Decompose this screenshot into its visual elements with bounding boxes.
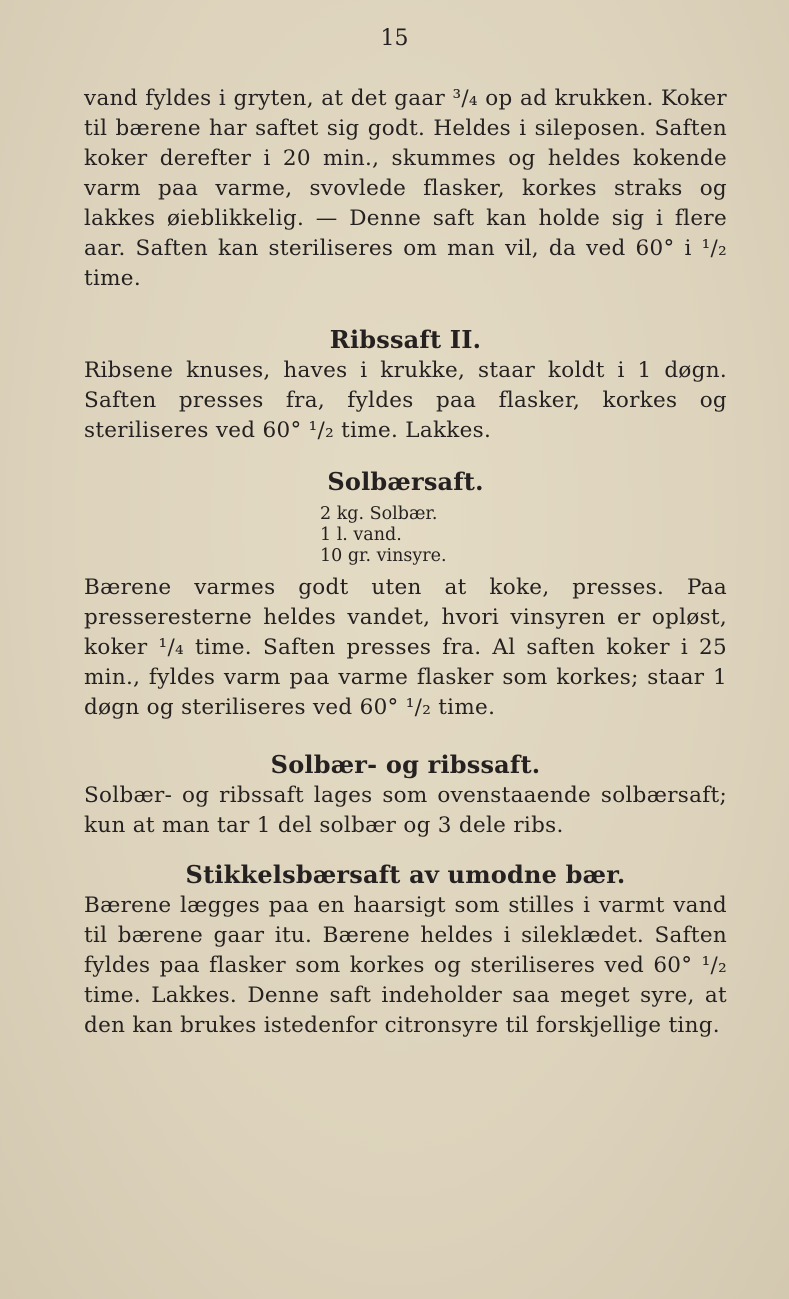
intro-paragraph: vand fyldes i gryten, at det gaar ³/₄ op ad krukken. Koker til bærene har saftet sig godt. Heldes i sileposen. Saften koker derefter i 20 min., skummes og heldes kokende varm paa varme, svovlede flasker, korkes straks og lakkes øieblikkelig. — Denne saft kan holde sig i flere aar. Saften kan steriliseres om man vil, da ved 60° i ¹/₂ time.: [84, 86, 727, 291]
solbaer-og-ribssaft-paragraph: Solbær- og ribssaft lages som ovenstaaende solbærsaft; kun at man tar 1 del solbær og 3 dele ribs.: [84, 783, 727, 838]
ingredient-item: 10 gr. vinsyre.: [320, 546, 447, 566]
heading-solbaer-og-ribssaft: Solbær- og ribssaft.: [270, 750, 541, 779]
heading-ribssaft-ii: Ribssaft II.: [329, 325, 482, 354]
page-content: [84, 84, 727, 1041]
heading-stikkelsbaersaft: Stikkelsbærsaft av umodne bær.: [185, 860, 626, 889]
solbaersaft-paragraph: Bærene varmes godt uten at koke, presses. Paa presseresterne heldes vandet, hvori vinsyren er opløst, koker ¹/₄ time. Saften presses fra. Al saften koker i 25 min., fyldes varm paa varme flasker som korkes; staar 1 døgn og steriliseres ved 60° ¹/₂ time.: [84, 575, 727, 720]
stikkelsbaersaft-paragraph: Bærene lægges paa en haarsigt som stilles i varmt vand til bærene gaar itu. Bærene heldes i sileklædet. Saften fyldes paa flasker som korkes og steriliseres ved 60° ¹/₂ time. Lakkes. Denne saft indeholder saa meget syre, at den kan brukes istedenfor citronsyre til forskjellige ting.: [84, 893, 727, 1038]
ribssaft-ii-paragraph: Ribsene knuses, haves i krukke, staar koldt i 1 døgn. Saften presses fra, fyldes paa flasker, korkes og steriliseres ved 60° ¹/₂ time. Lakkes.: [84, 358, 727, 443]
page-number: 15: [380, 26, 409, 51]
ingredient-item: 1 l. vand.: [320, 525, 402, 545]
ingredient-item: 2 kg. Solbær.: [320, 504, 438, 524]
heading-solbaersaft: Solbærsaft.: [327, 467, 484, 496]
ingredient-list: [320, 504, 727, 567]
